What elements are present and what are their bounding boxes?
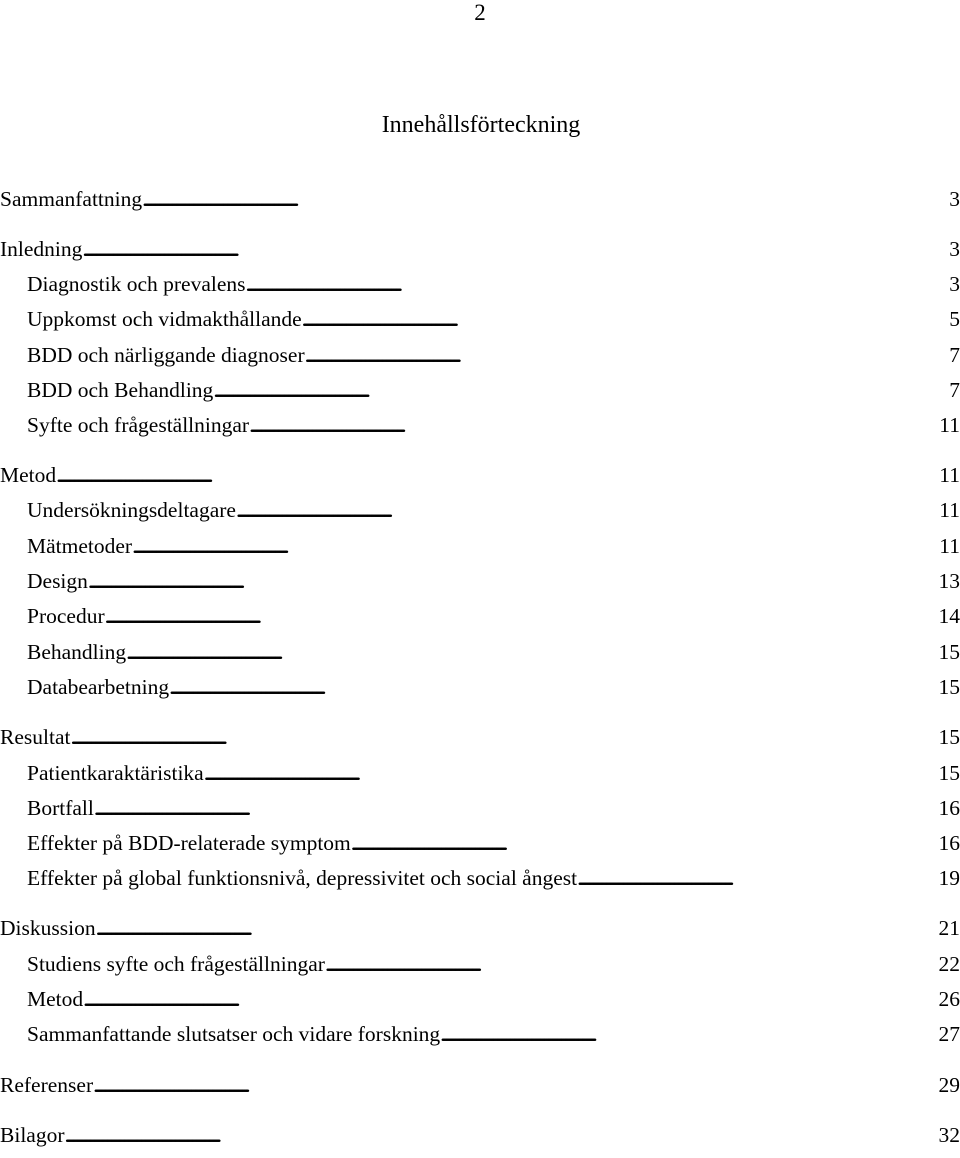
dot-leader bbox=[142, 183, 948, 215]
dot-leader bbox=[204, 757, 938, 789]
toc-entry-page-number: 19 bbox=[938, 866, 960, 890]
dot-leader bbox=[577, 862, 937, 894]
toc-entry[interactable] bbox=[0, 1119, 960, 1151]
toc-entry[interactable] bbox=[0, 636, 960, 668]
toc-entry-page-number: 7 bbox=[949, 378, 960, 402]
toc-entry-page-number: 11 bbox=[939, 463, 960, 487]
toc-entry-label: Inledning bbox=[0, 237, 83, 261]
toc-entry-label: Bilagor bbox=[0, 1123, 65, 1147]
dot-leader bbox=[94, 792, 938, 824]
dot-leader bbox=[65, 1119, 938, 1151]
toc-entry-label: Sammanfattande slutsatser och vidare forskning bbox=[27, 1022, 441, 1046]
toc-entry-label: Patientkaraktäristika bbox=[27, 761, 204, 785]
toc-entry-label: Studiens syfte och frågeställningar bbox=[27, 952, 325, 976]
toc-entry-page-number: 11 bbox=[939, 534, 960, 558]
toc-entry-page-number: 29 bbox=[938, 1073, 960, 1097]
toc-entry[interactable] bbox=[0, 757, 960, 789]
toc-entry-label: Metod bbox=[0, 463, 57, 487]
dot-leader bbox=[169, 671, 937, 703]
toc-entry[interactable] bbox=[0, 1018, 960, 1050]
toc-entry-page-number: 13 bbox=[938, 569, 960, 593]
toc-entry-page-number: 15 bbox=[938, 761, 960, 785]
toc-entry[interactable] bbox=[0, 827, 960, 859]
toc-entry-page-number: 15 bbox=[938, 640, 960, 664]
toc-entry-page-number: 22 bbox=[938, 952, 960, 976]
toc-entry[interactable] bbox=[0, 339, 960, 371]
toc-entry[interactable] bbox=[0, 183, 960, 215]
toc-entry-label: BDD och Behandling bbox=[27, 378, 214, 402]
toc-entry[interactable] bbox=[0, 565, 960, 597]
toc-entry-page-number: 27 bbox=[938, 1022, 960, 1046]
toc-entry[interactable] bbox=[0, 459, 960, 491]
toc-entry-page-number: 11 bbox=[939, 413, 960, 437]
toc-entry-label: Behandling bbox=[27, 640, 127, 664]
dot-leader bbox=[96, 912, 938, 944]
toc-entry-page-number: 5 bbox=[949, 307, 960, 331]
toc-entry-page-number: 7 bbox=[949, 343, 960, 367]
toc-entry[interactable] bbox=[0, 494, 960, 526]
toc-entry-page-number: 3 bbox=[949, 237, 960, 261]
dot-leader bbox=[93, 1069, 937, 1101]
dot-leader bbox=[56, 459, 938, 491]
dot-leader bbox=[126, 636, 937, 668]
toc-entry-page-number: 21 bbox=[938, 916, 960, 940]
toc-entry-label: Resultat bbox=[0, 725, 71, 749]
dot-leader bbox=[88, 565, 938, 597]
toc-entry[interactable] bbox=[0, 374, 960, 406]
toc-entry-label: Effekter på global funktionsnivå, depressivitet och social ångest bbox=[27, 866, 578, 890]
dot-leader bbox=[105, 600, 938, 632]
dot-leader bbox=[82, 233, 948, 265]
toc-entry-page-number: 32 bbox=[938, 1123, 960, 1147]
toc-entry-label: Undersökningsdeltagare bbox=[27, 498, 236, 522]
toc-entry-label: Diskussion bbox=[0, 916, 96, 940]
toc-entry-page-number: 3 bbox=[949, 272, 960, 296]
toc-entry[interactable] bbox=[0, 792, 960, 824]
toc-entry-page-number: 16 bbox=[938, 831, 960, 855]
toc-entry-label: Databearbetning bbox=[27, 675, 170, 699]
toc-entry-label: Referenser bbox=[0, 1073, 94, 1097]
toc-entry[interactable] bbox=[0, 1069, 960, 1101]
dot-leader bbox=[249, 409, 938, 441]
toc-entry-label: Mätmetoder bbox=[27, 534, 133, 558]
toc-entry-page-number: 15 bbox=[938, 725, 960, 749]
toc-entry[interactable] bbox=[0, 912, 960, 944]
toc-entry-page-number: 15 bbox=[938, 675, 960, 699]
dot-leader bbox=[236, 494, 938, 526]
dot-leader bbox=[325, 948, 938, 980]
toc-entry-label: Sammanfattning bbox=[0, 187, 143, 211]
toc-entry-label: Effekter på BDD-relaterade symptom bbox=[27, 831, 351, 855]
toc-entry-label: Metod bbox=[27, 987, 84, 1011]
toc-entry[interactable] bbox=[0, 233, 960, 265]
dot-leader bbox=[83, 983, 937, 1015]
dot-leader bbox=[246, 268, 949, 300]
toc-entry[interactable] bbox=[0, 721, 960, 753]
toc-entry-label: Diagnostik och prevalens bbox=[27, 272, 246, 296]
toc-entry-label: Syfte och frågeställningar bbox=[27, 413, 250, 437]
toc-entry-page-number: 26 bbox=[938, 987, 960, 1011]
toc-entry-label: BDD och närliggande diagnoser bbox=[27, 343, 305, 367]
dot-leader bbox=[213, 374, 948, 406]
toc-entry-label: Uppkomst och vidmakthållande bbox=[27, 307, 302, 331]
toc-entry-label: Bortfall bbox=[27, 796, 94, 820]
dot-leader bbox=[440, 1018, 937, 1050]
toc-entry-label: Design bbox=[27, 569, 88, 593]
toc-entry[interactable] bbox=[0, 862, 960, 894]
page-number: 2 bbox=[474, 0, 486, 25]
toc-entry[interactable] bbox=[0, 303, 960, 335]
toc-entry-page-number: 3 bbox=[949, 187, 960, 211]
toc-entry-page-number: 14 bbox=[938, 604, 960, 628]
toc-entry-page-number: 11 bbox=[939, 498, 960, 522]
toc-entry-page-number: 16 bbox=[938, 796, 960, 820]
toc-entry[interactable] bbox=[0, 671, 960, 703]
toc-entry[interactable] bbox=[0, 948, 960, 980]
toc-entry[interactable] bbox=[0, 409, 960, 441]
dot-leader bbox=[70, 721, 937, 753]
toc-entry[interactable] bbox=[0, 530, 960, 562]
toc-entry[interactable] bbox=[0, 600, 960, 632]
dot-leader bbox=[351, 827, 938, 859]
dot-leader bbox=[305, 339, 949, 371]
dot-leader bbox=[302, 303, 949, 335]
toc-entry-label: Procedur bbox=[27, 604, 105, 628]
toc-title: Innehållsförteckning bbox=[381, 112, 581, 138]
toc-entry[interactable] bbox=[0, 983, 960, 1015]
dot-leader bbox=[132, 530, 938, 562]
toc-entry[interactable] bbox=[0, 268, 960, 300]
